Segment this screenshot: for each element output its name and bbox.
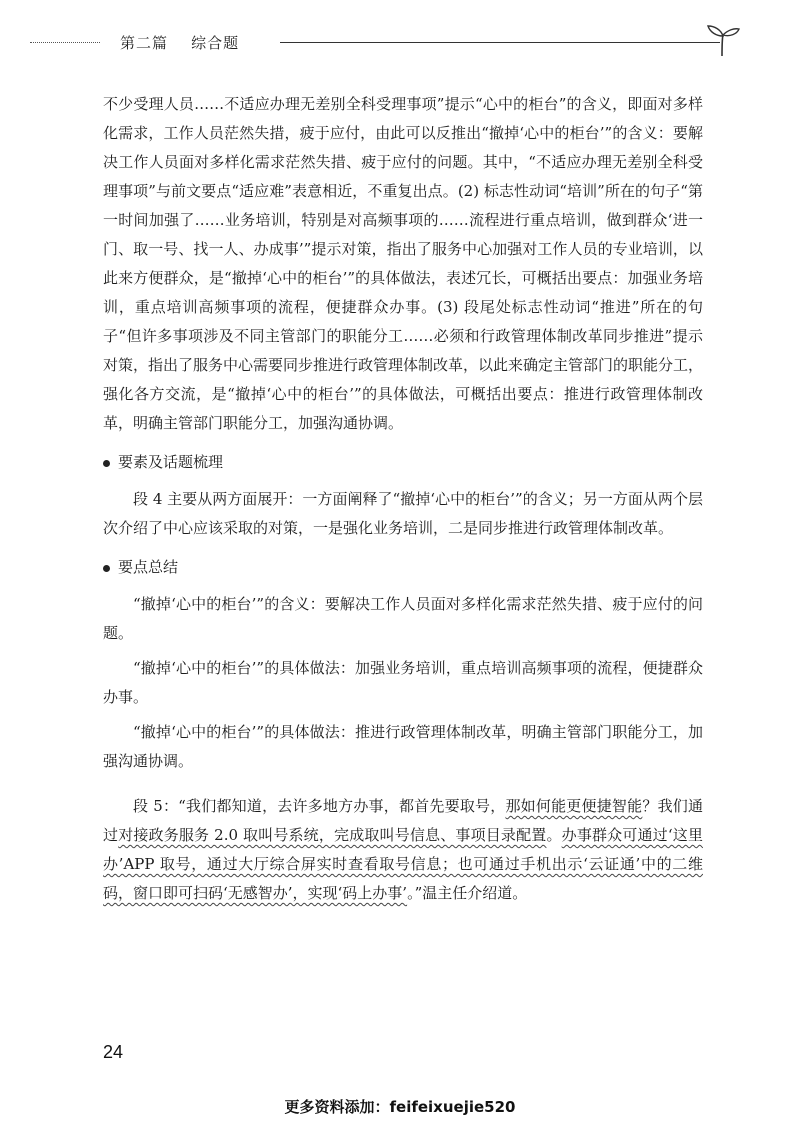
section-title: 综合题 [191, 34, 240, 52]
quote-emphasis: 对接政务服务 2.0 取叫号系统，完成取叫号信息、事项目录配置 [118, 826, 547, 844]
page-header [30, 28, 750, 58]
bullet-icon [103, 565, 110, 572]
header-dotted-line [30, 42, 100, 43]
quote-text: 。”温主任介绍道。 [407, 884, 528, 902]
page-number: 24 [103, 1042, 124, 1062]
page-body [103, 90, 703, 908]
section-heading-text: 要点总结 [118, 558, 179, 576]
quote-text: 。 [546, 826, 562, 844]
quote-text: ？我们通过 [103, 797, 703, 844]
section-paragraph: 段 4 主要从两方面展开：一方面阐释了“撤掉‘心中的柜台’”的含义；另一方面从两个层次介绍了中心应该采取的对策，一是强化业务培训，二是同步推进行政管理体制改革。 [103, 490, 703, 537]
header-title [120, 32, 239, 53]
section-heading [103, 553, 703, 582]
section-heading-text: 要素及话题梳理 [118, 453, 224, 471]
section-label: 第二篇 [120, 34, 169, 52]
sprout-icon [702, 22, 742, 58]
summary-item: “撤掉‘心中的柜台’”的具体做法：推进行政管理体制改革，明确主管部门职能分工，加强沟通协调。 [103, 723, 703, 770]
header-rule [280, 42, 720, 43]
quote-emphasis: 那如何能更便捷智能 [505, 797, 643, 815]
section-heading [103, 448, 703, 477]
quote-emphasis: 办事群众可通过‘这里办’APP 取号，通过大厅综合屏实时查看取号信息；也可通过手机出示‘云证通’中的二维码，窗口即可扫码‘无感智办’，实现‘码上办事’ [103, 826, 703, 902]
quote-paragraph [103, 792, 703, 908]
summary-item: “撤掉‘心中的柜台’”的具体做法：加强业务培训，重点培训高频事项的流程，便捷群众办事。 [103, 659, 703, 706]
quote-text: 段 5：“我们都知道，去许多地方办事，都首先要取号， [133, 797, 506, 815]
summary-item: “撤掉‘心中的柜台’”的含义：要解决工作人员面对多样化需求茫然失措、疲于应付的问题。 [103, 595, 703, 642]
footer-note: 更多资料添加：feifeixuejie520 [284, 1098, 516, 1116]
bullet-icon [103, 460, 110, 467]
analysis-paragraph: 不少受理人员……不适应办理无差别全科受理事项”提示“心中的柜台”的含义，即面对多样化需求，工作人员茫然失措，疲于应付，由此可以反推出“撤掉‘心中的柜台’”的含义：要解决工作人员面对多样化需求茫然失措、疲于应付的问题。其中，“不适应办理无差别全科受理事项”与前文要点“适应难”表意相近，不重复出点。(2) 标志性动词“培训”所在的句子“第一时间加强了……业务培训，特别是对高频事项的……流程进行重点培训，做到群众‘进一门、取一号、找一人、办成事’”提示对策，指出了服务中心加强对工作人员的专业培训，以此来方便群众，是“撤掉‘心中的柜台’”的具体做法，表述冗长，可概括出要点：加强业务培训，重点培训高频事项的流程，便捷群众办事。(3) 段尾处标志性动词“推进”所在的句子“但许多事项涉及不同主管部门的职能分工……必须和行政管理体制改革同步推进”提示对策，指出了服务中心需要同步推进行政管理体制改革，以此来确定主管部门的职能分工，强化各方交流，是“撤掉‘心中的柜台’”的具体做法，可概括出要点：推进行政管理体制改革，明确主管部门职能分工，加强沟通协调。 [103, 95, 704, 432]
